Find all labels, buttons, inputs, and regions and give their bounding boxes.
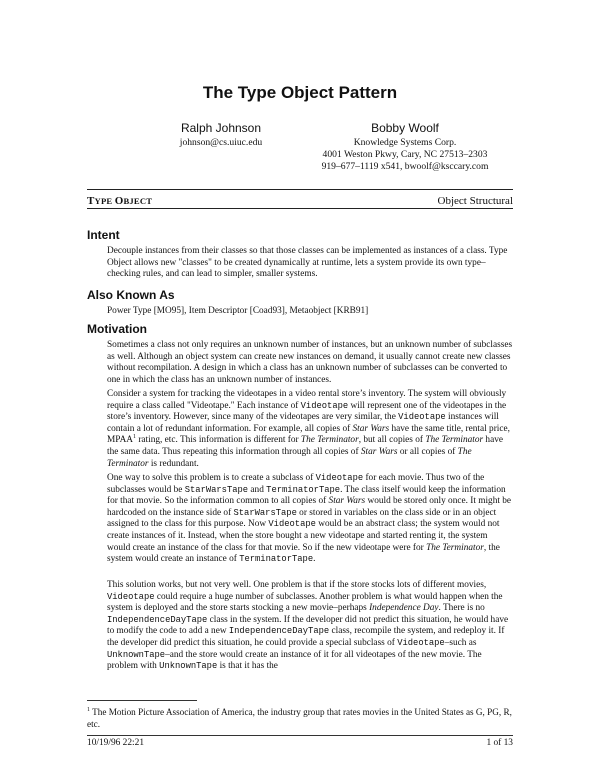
divider-bottom: [87, 208, 513, 209]
footer-divider: [87, 735, 513, 736]
motivation-paragraph-1: Sometimes a class not only requires an unknown number of instances, but an unknown number of subclasses as well. Although an object system can create new instances on demand, it usually cannot create new classes without recompilation. A design in which a class has an unknown number of subclasses can be converted to one in which the class has an unknown number of instances.: [107, 340, 513, 385]
author-address: 4001 Weston Pkwy, Cary, NC 27513–2303: [322, 149, 488, 160]
author-affiliation: Knowledge Systems Corp.: [353, 137, 457, 148]
author-contact: 919–677–1119 x541, bwoolf@ksccary.com: [321, 161, 489, 172]
page-title: The Type Object Pattern: [202, 83, 398, 102]
author-name: Bobby Woolf: [371, 121, 439, 135]
aka-text: Power Type [MO95], Item Descriptor [Coad93], Metaobject [KRB91]: [107, 306, 369, 316]
motivation-paragraph-2: Consider a system for tracking the videotapes in a video rental store’s inventory. The system will obviously require a class called "Videotape." Each instance of Videotape will represent one of the videotapes in the store’s inventory. However, since many of the videotapes are very similar, the Videotape instances will contain a lot of redundant information. For example, all copies of Star Wars have the same title, rental price, MPAA$^1$ rating, etc. This information is different for The Terminator, but all copies of The Terminator have the same data. Thus repeating this information through all copies of Star Wars or all copies of The Terminator is redundant.: [107, 389, 510, 469]
pattern-classification: Object Structural: [437, 195, 513, 207]
footnote-divider: [87, 700, 197, 701]
heading-motivation: Motivation: [87, 322, 147, 336]
divider-top: [87, 189, 513, 190]
intent-text: Decouple instances from their classes so that those classes can be implemented as instances of a class. Type Object allows new "classes" to be created dynamically at runtime, lets a system provide its own type–checking rules, and can lead to simpler, smaller systems.: [107, 246, 508, 280]
footer-date: 10/19/96 22:21: [87, 738, 145, 748]
motivation-paragraph-3: One way to solve this problem is to create a subclass of Videotape for each movie. Thus two of the subclasses would be StarWarsTape and TerminatorTape. The class itself would keep the information for that movie. So the information common to all copies of Star Wars would be stored only once. It might be hardcoded on the instance side of StarWarsTape or stored in variables on the class side or in an object assigned to the class for this purpose. Now Videotape would be an abstract class; the system would not create instances of it. Instead, when the store bought a new videotape and started renting it, the system would create an instance of the class for that movie. So if the new videotape were for The Terminator, the system would create an instance of TerminatorTape.: [107, 473, 512, 565]
author-johnson: [116, 121, 326, 149]
author-name: Ralph Johnson: [180, 121, 262, 135]
heading-also-known-as: Also Known As: [87, 288, 175, 302]
motivation-paragraph-4: This solution works, but not very well. One problem is that if the store stocks lots of different movies, Videotape could require a huge number of subclasses. Another problem is what would happen when the system is deployed and the store starts stocking a new movie–perhaps Independence Day. There is no IndependenceDayTape class in the system. If the developer did not predict this situation, he would have to modify the code to add a new IndependenceDayTape class, recompile the system, and redeploy it. If the developer did predict this situation, he could provide a special subclass of Videotape–such as UnknownTape–and the store would create an instance of it for all videotapes of the new movie. The problem with UnknownTape is that it has the: [107, 580, 509, 672]
author-woolf: [300, 121, 510, 173]
pattern-name: TYPE OBJECT: [87, 195, 153, 207]
author-email: johnson@cs.uiuc.edu: [179, 137, 263, 148]
footnote: $^1$ The Motion Picture Association of America, the industry group that rates movies in the United States as G, PG, R, etc.: [87, 706, 512, 729]
heading-intent: Intent: [87, 228, 120, 242]
page-number: 1 of 13: [486, 738, 513, 748]
